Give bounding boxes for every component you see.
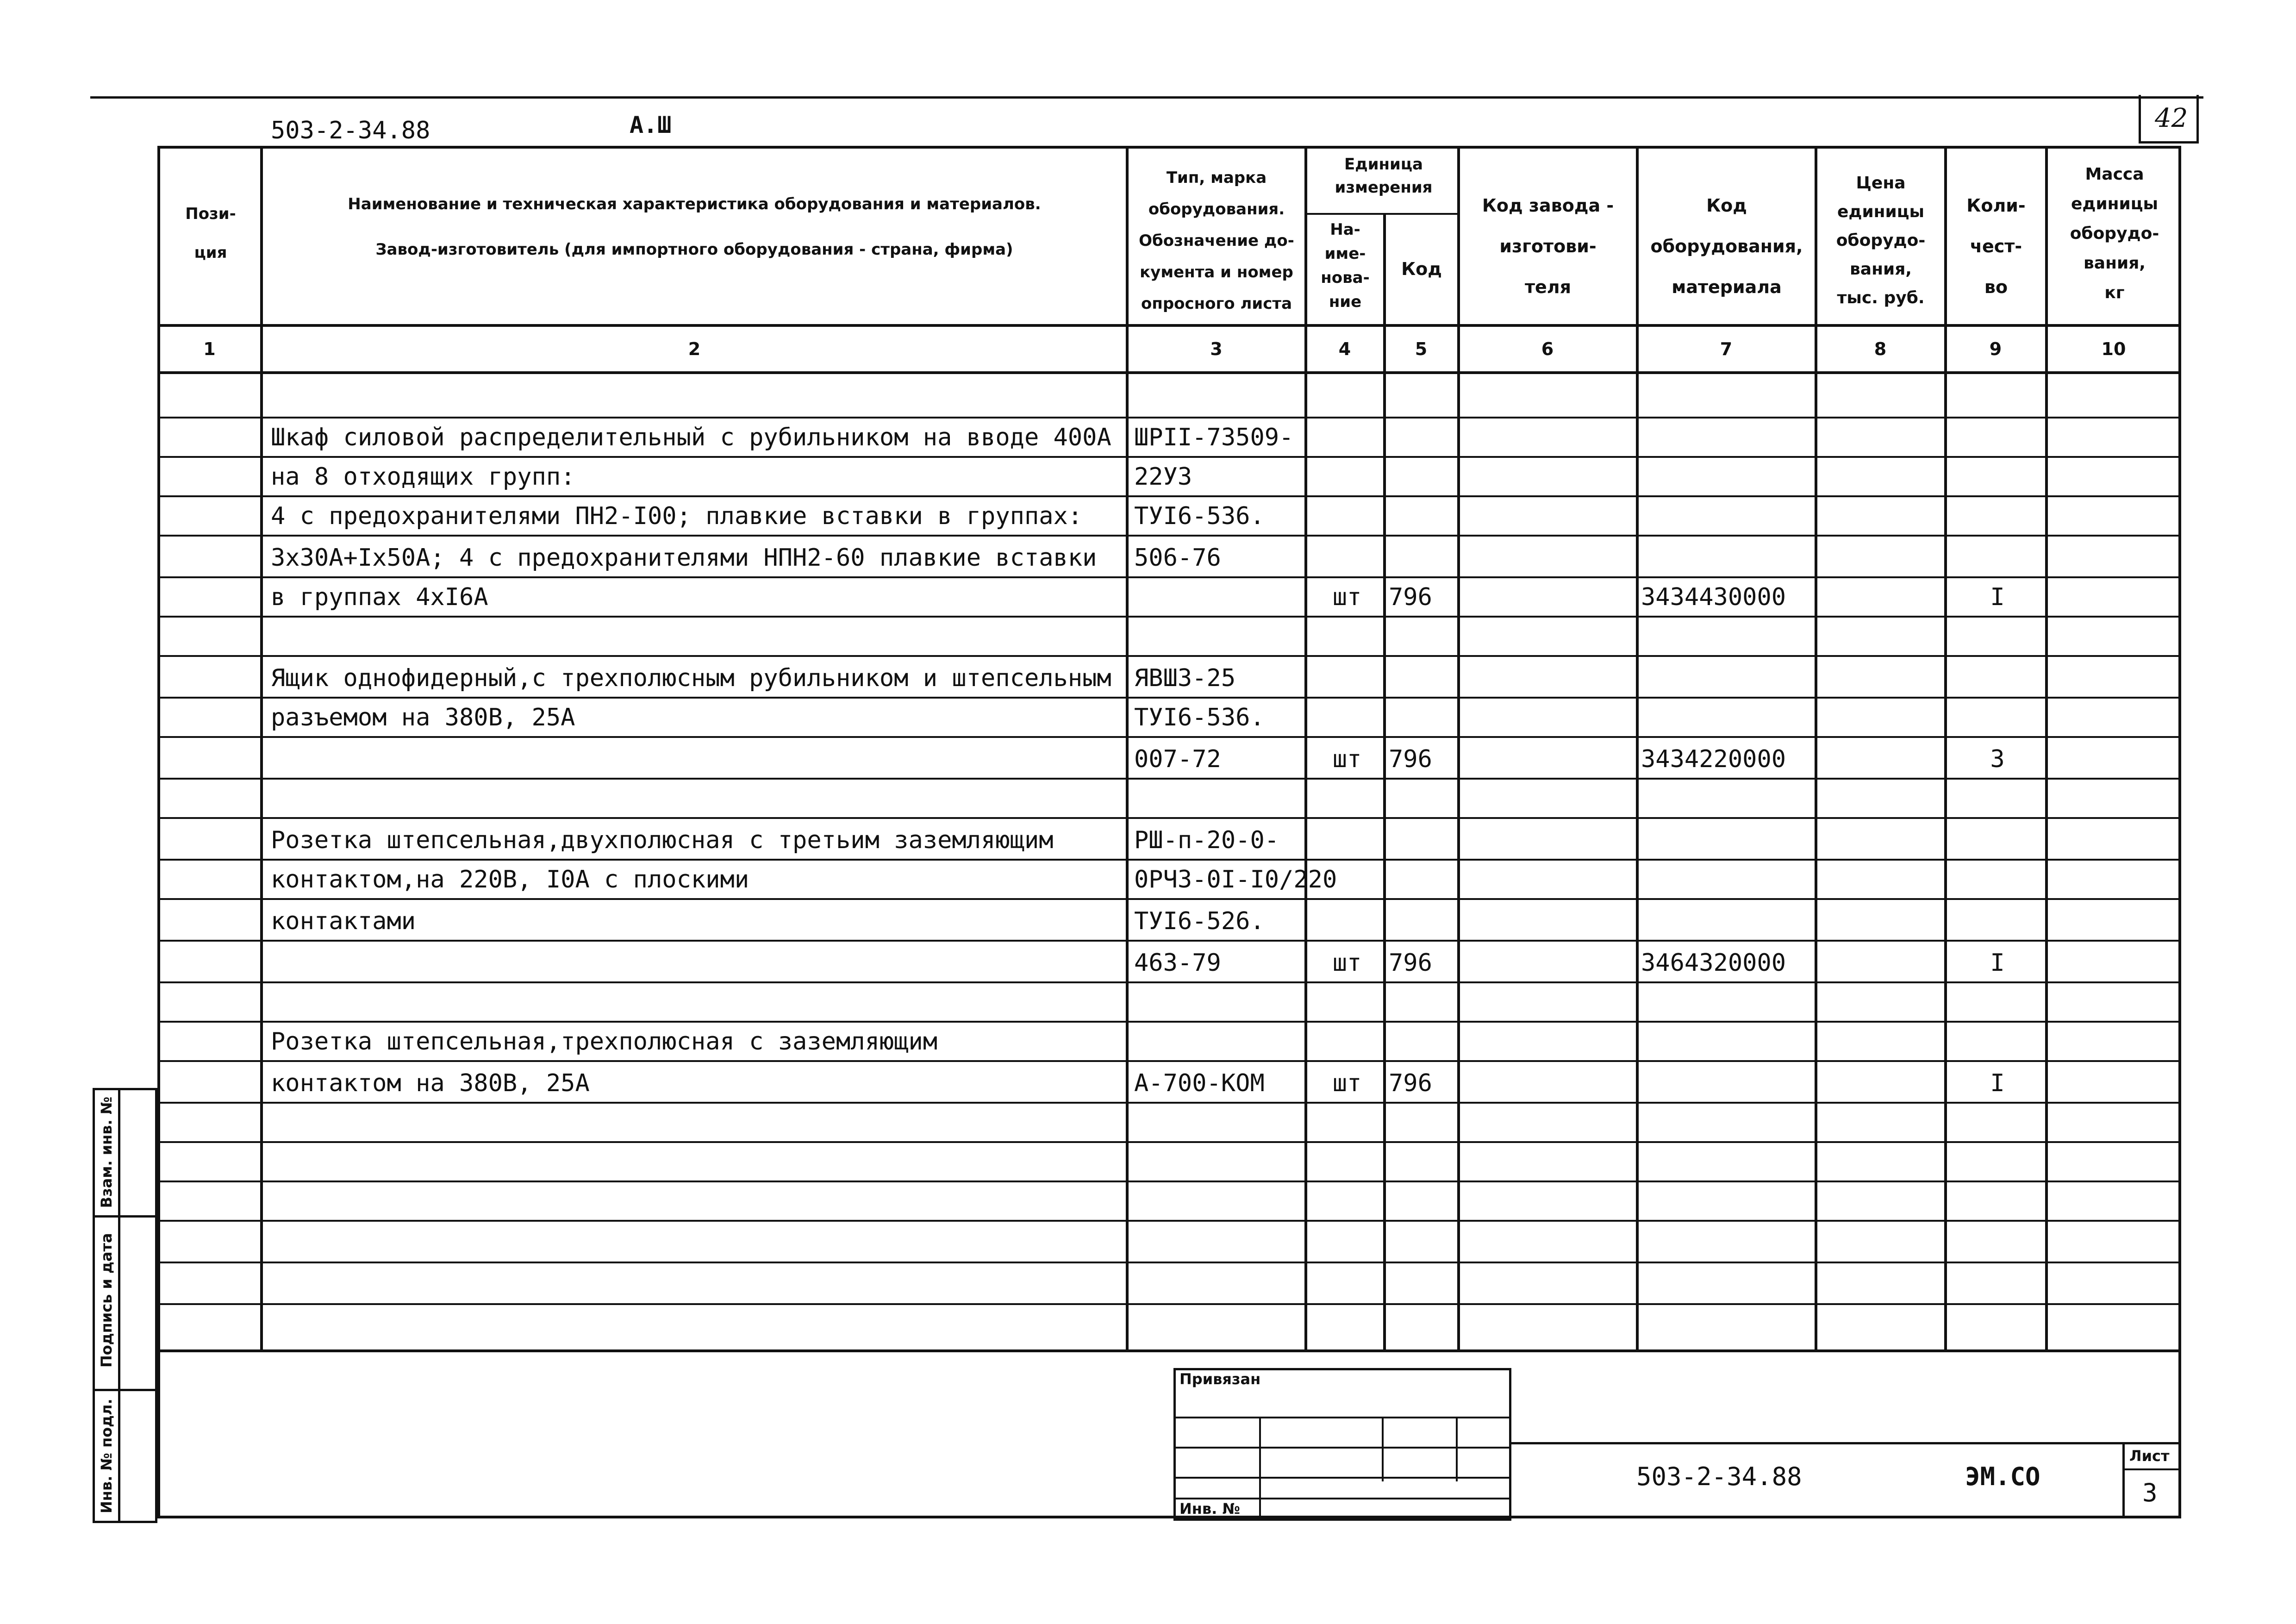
- tb-hline-4: [1173, 1498, 1511, 1499]
- cell-c2: 4 с предохранителями ПН2-I00; плавкие вставки в группах:: [271, 502, 1083, 530]
- col-sep-5: [1457, 146, 1460, 1352]
- cell-c2: контактом на 380В, 25А: [271, 1069, 590, 1097]
- header-position: Пози- ция: [185, 205, 236, 262]
- cell-c3: 0РЧ3-0I-I0/220: [1134, 866, 1337, 893]
- cell-c3: РШ-п-20-0-: [1134, 826, 1279, 854]
- colnum-6: 6: [1541, 339, 1554, 359]
- cell-c3: ТУI6-536.: [1134, 704, 1265, 731]
- cell-c7: 3434430000: [1641, 583, 1786, 611]
- colnum-8: 8: [1874, 339, 1887, 359]
- cell-c9: I: [1990, 949, 2005, 977]
- row-rule: [157, 1021, 2181, 1023]
- header-mass: Масса единицы оборудо- вания, кг: [2070, 165, 2159, 302]
- cell-c3: ШРII-73509-: [1134, 424, 1294, 451]
- top-doc-code: 503-2-34.88: [271, 117, 430, 144]
- side-stamp-divider: [118, 1088, 120, 1523]
- cell-c2: в группах 4хI6А: [271, 583, 488, 611]
- side-stamp-rule-1: [93, 1215, 157, 1218]
- cell-c2: контактами: [271, 907, 416, 935]
- header-plant-code: Код завода - изготови- теля: [1482, 195, 1614, 297]
- col-sep-3: [1304, 146, 1307, 1352]
- col-sep-6: [1636, 146, 1639, 1352]
- sheet-label: Лист: [2129, 1447, 2170, 1465]
- row-rule: [157, 616, 2181, 618]
- cell-c3: ТУI6-536.: [1134, 502, 1265, 530]
- row-rule: [157, 778, 2181, 780]
- unit-group-rule: [1304, 213, 1460, 215]
- header-equipment-code: Код оборудования, материала: [1650, 195, 1803, 297]
- tb-hline-3: [1173, 1477, 1511, 1479]
- row-rule: [157, 817, 2181, 819]
- cell-c9: I: [1990, 1069, 2005, 1097]
- cell-c3: А-700-КОМ: [1134, 1069, 1265, 1097]
- colnum-1: 1: [203, 339, 216, 359]
- inv-label: Инв. №: [1179, 1500, 1240, 1518]
- colnum-3: 3: [1210, 339, 1223, 359]
- row-rule: [157, 417, 2181, 418]
- row-rule: [157, 697, 2181, 699]
- col-sep-2: [1126, 146, 1129, 1352]
- title-block-frame: [157, 1349, 2181, 1518]
- cell-c2: на 8 отходящих групп:: [271, 463, 575, 491]
- row-rule: [157, 981, 2181, 983]
- cell-c5: 796: [1389, 1069, 1432, 1097]
- header-unit-code: Код: [1401, 259, 1442, 279]
- cell-c9: I: [1990, 583, 2005, 611]
- cell-c5: 796: [1389, 949, 1432, 977]
- header-quantity: Коли- чест- во: [1966, 195, 2026, 297]
- cell-c3: 22У3: [1134, 463, 1192, 491]
- colnum-9: 9: [1989, 339, 2002, 359]
- row-rule: [157, 1060, 2181, 1062]
- cell-c5: 796: [1389, 583, 1432, 611]
- cell-c2: контактом,на 220В, I0А с плоскими: [271, 866, 749, 893]
- sheet-box-rule: [2122, 1468, 2181, 1470]
- row-rule: [157, 1220, 2181, 1222]
- colnum-5: 5: [1415, 339, 1428, 359]
- tb-vline-1: [1259, 1417, 1261, 1521]
- colnum-7: 7: [1720, 339, 1733, 359]
- row-rule: [157, 736, 2181, 738]
- side-stamp-rule-2: [93, 1389, 157, 1391]
- cell-c3: 506-76: [1134, 544, 1221, 572]
- cell-c5: 796: [1389, 745, 1432, 773]
- row-rule: [157, 1141, 2181, 1143]
- colnum-bottom-rule: [157, 371, 2181, 374]
- header-type: Тип, марка оборудования. Обозначение до- кумента и номер опросного листа: [1139, 169, 1294, 313]
- row-rule: [157, 535, 2181, 537]
- row-rule: [157, 495, 2181, 497]
- top-rule: [90, 96, 2203, 99]
- privyazan-label: Привязан: [1179, 1370, 1261, 1388]
- row-rule: [157, 456, 2181, 458]
- row-rule: [157, 576, 2181, 578]
- cell-c9: 3: [1990, 745, 2005, 773]
- side-field-signature: Подпись и дата: [98, 1233, 115, 1368]
- header-price: Цена единицы оборудо- вания, тыс. руб.: [1836, 174, 1926, 307]
- row-rule: [157, 1262, 2181, 1263]
- tb-main-rule: [1511, 1442, 2181, 1444]
- col-sep-8: [1944, 146, 1947, 1352]
- colnum-2: 2: [688, 339, 701, 359]
- cell-c2: 3х30А+Iх50А; 4 с предохранителями НПН2-60 плавкие вставки: [271, 544, 1097, 572]
- cell-c3: ЯВШ3-25: [1134, 664, 1236, 692]
- cell-c4: шт: [1332, 949, 1362, 977]
- header-unit-group: Единица измерения: [1335, 155, 1433, 197]
- cell-c3: 007-72: [1134, 745, 1221, 773]
- row-rule: [157, 898, 2181, 900]
- row-rule: [157, 1303, 2181, 1305]
- page-number: 42: [2155, 103, 2188, 133]
- cell-c3: ТУI6-526.: [1134, 907, 1265, 935]
- side-field-inv-podl: Инв. № подл.: [98, 1399, 115, 1513]
- cell-c2: Розетка штепсельная,трехполюсная с заземляющим: [271, 1028, 938, 1056]
- side-field-vzam: Взам. инв. №: [98, 1096, 115, 1208]
- row-rule: [157, 655, 2181, 657]
- cell-c2: Розетка штепсельная,двухполюсная с третьим заземляющим: [271, 826, 1054, 854]
- cell-c7: 3434220000: [1641, 745, 1786, 773]
- cell-c2: Ящик однофидерный,с трехполюсным рубильником и штепсельным: [271, 664, 1111, 692]
- row-rule: [157, 859, 2181, 861]
- sheet-number: 3: [2142, 1478, 2158, 1507]
- tb-vline-2: [1382, 1417, 1384, 1481]
- top-album: А.Ш: [630, 112, 672, 138]
- cell-c4: шт: [1332, 583, 1362, 611]
- tb-hline-2: [1173, 1447, 1511, 1449]
- header-unit-name: На- име- нова- ние: [1321, 220, 1370, 311]
- cell-c4: шт: [1332, 745, 1362, 773]
- colnum-10: 10: [2101, 339, 2126, 359]
- cell-c2: Шкаф силовой распределительный с рубильником на вводе 400А: [271, 424, 1111, 451]
- tb-mark: ЭМ.СО: [1965, 1462, 2040, 1491]
- cell-c4: шт: [1332, 1069, 1362, 1097]
- header-name-line1: Наименование и техническая характеристика оборудования и материалов.: [348, 195, 1041, 213]
- cell-c3: 463-79: [1134, 949, 1221, 977]
- header-bottom-rule: [157, 324, 2181, 327]
- header-name-line2: Завод-изготовитель (для импортного оборудования - страна, фирма): [375, 240, 1013, 259]
- row-rule: [157, 1181, 2181, 1182]
- col-sep-1: [260, 146, 263, 1352]
- tb-hline-1: [1173, 1417, 1511, 1418]
- col-sep-7: [1815, 146, 1817, 1352]
- tb-vline-3: [1456, 1417, 1458, 1481]
- colnum-4: 4: [1338, 339, 1351, 359]
- cell-c7: 3464320000: [1641, 949, 1786, 977]
- row-rule: [157, 1102, 2181, 1104]
- cell-c2: разъемом на 380В, 25А: [271, 704, 575, 731]
- tb-doc-code: 503-2-34.88: [1636, 1462, 1802, 1491]
- row-rule: [157, 940, 2181, 942]
